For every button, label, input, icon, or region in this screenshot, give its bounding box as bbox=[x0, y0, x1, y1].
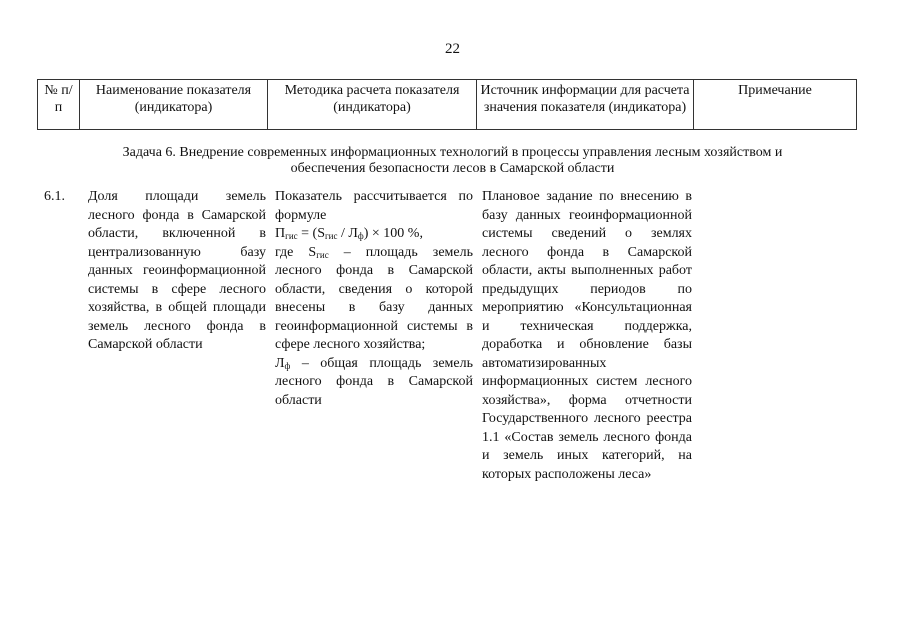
row-number: 6.1. bbox=[44, 189, 65, 204]
header-number: № п/п bbox=[38, 80, 80, 130]
info-source: Плановое задание по внесению в базу данных геоинформационной системы сведений о землях лесного фонда в Самарской области, акты выполненных работ предыдущих периодов по мероприятию «Консультационная и техническая поддержка, доработка и обновление базы автоматизированных информационных систем лесного хозяйства», форма отчетности Государственного лесного реестра 1.1 «Состав земель лесного фонда и земель иных категорий, на которых расположены леса» bbox=[482, 189, 692, 482]
header-indicator-name: Наименование показателя (индикатора) bbox=[80, 80, 268, 130]
page-number: 22 bbox=[445, 41, 460, 57]
indicator-name: Доля площади земель лесного фонда в Самарской области, включенной в централизованную базу данных геоинформационной системы в сфере лесного хозяйства, в общей площади земель лесного фонда в Самарской области bbox=[88, 189, 266, 352]
header-calc-method: Методика расчета показателя (индикатора) bbox=[268, 80, 477, 130]
s-definition: где $S_{гис}$ – площадь земель лесного фонда в Самарской области, сведения о которой внесены в базу данных геоинформационной системы в сфере лесного хозяйства; bbox=[275, 244, 473, 352]
header-info-source: Источник информации для расчета значения показателя (индикатора) bbox=[477, 80, 694, 130]
table-header bbox=[37, 79, 857, 130]
formula: $П_{гис} = (S_{гис} / Л_ф) \times 100$ %, bbox=[275, 226, 423, 241]
method-intro: Показатель рассчитывается по формуле bbox=[275, 189, 473, 223]
header-note: Примечание bbox=[694, 80, 857, 130]
calc-method bbox=[275, 188, 473, 410]
task-title: Задача 6. Внедрение современных информационных технологий в процессы управления лесным хозяйством и обеспечения безопасности лесов в Самарской области bbox=[122, 145, 783, 176]
l-definition: $Л_ф$ – общая площадь земель лесного фонда в Самарской области bbox=[275, 355, 473, 408]
header-row bbox=[38, 80, 857, 130]
